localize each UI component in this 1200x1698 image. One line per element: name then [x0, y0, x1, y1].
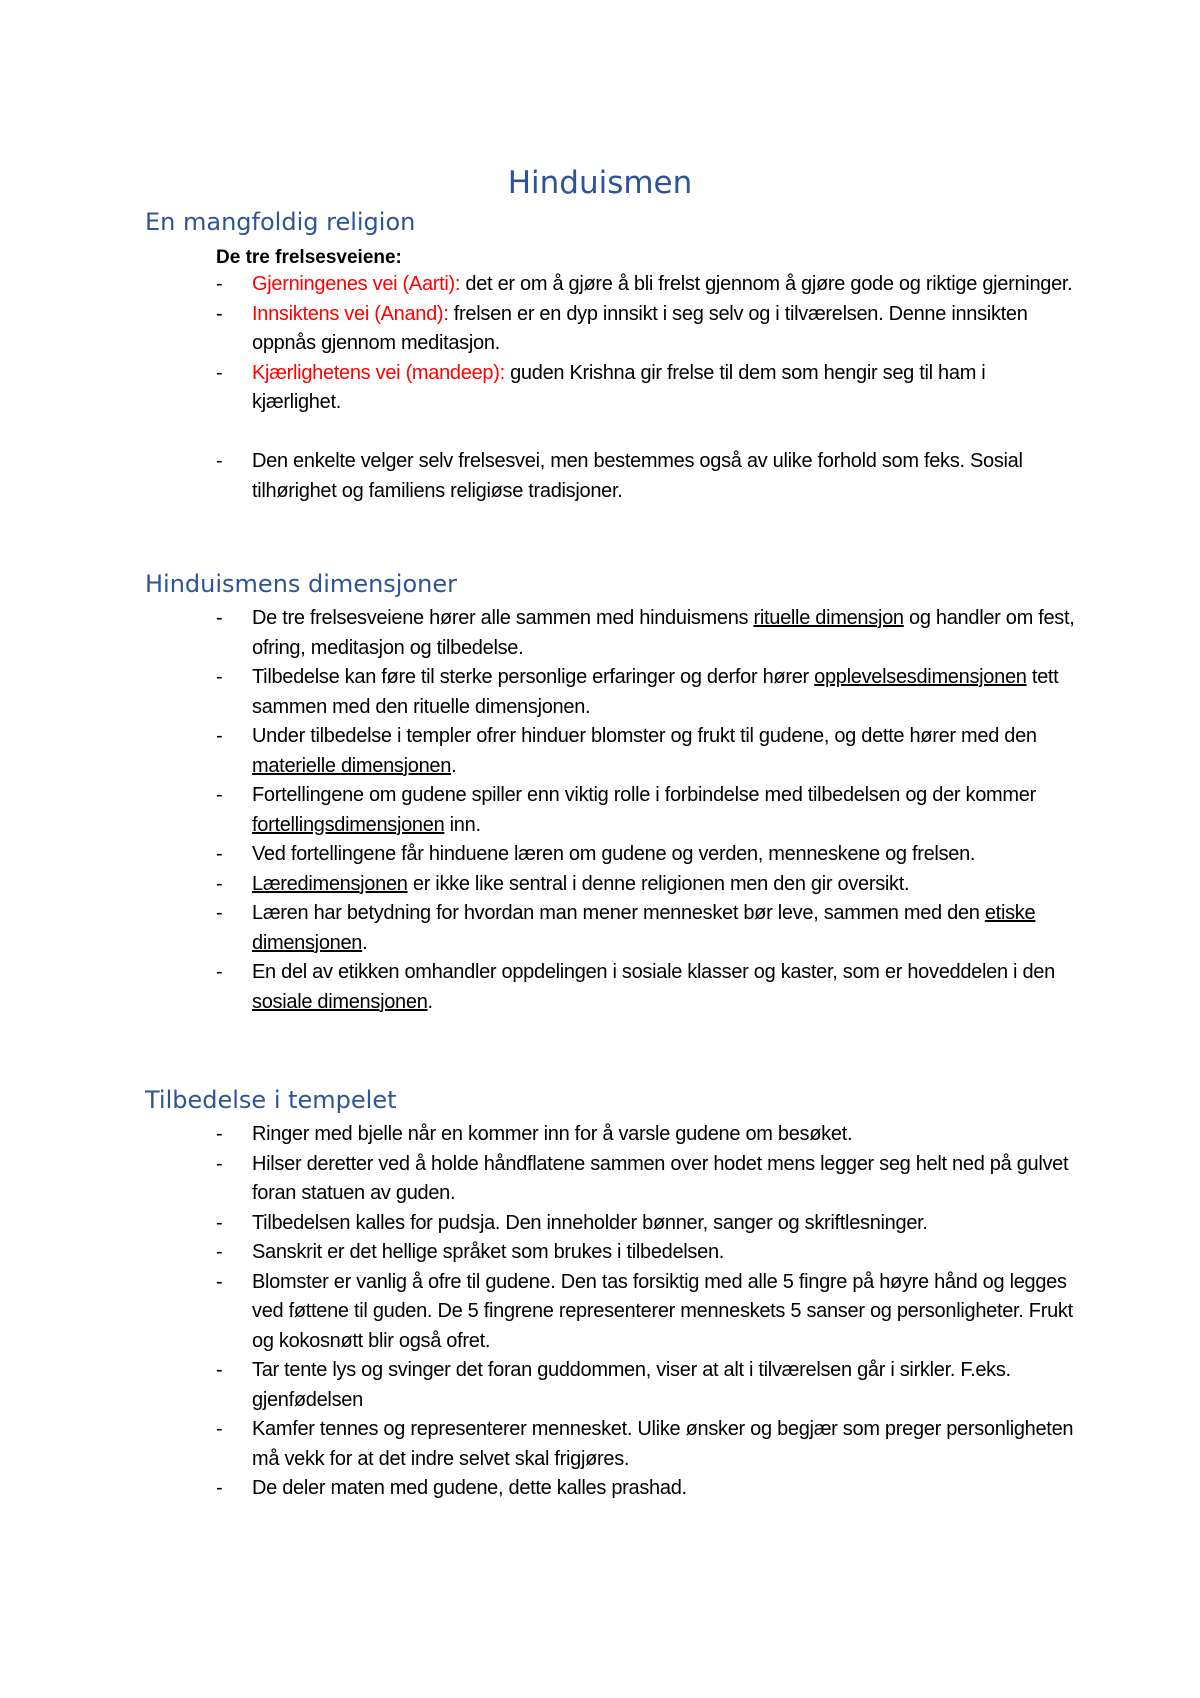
bullet-dash: - [216, 666, 223, 688]
item-text: Hilser deretter ved å holde håndflatene sammen over hodet mens legger seg helt ned på gulvet foran statuen av guden. [252, 1152, 1069, 1204]
item-text: tett sammen med den rituelle dimensjonen. [252, 666, 1059, 718]
item-text: . [451, 754, 457, 777]
bullet-dash: - [216, 843, 223, 865]
term-label: Gjerningenes vei (Aarti): [252, 273, 461, 295]
dimension-term: materielle dimensjonen [252, 754, 452, 777]
list-item [216, 1209, 1076, 1239]
list-item [216, 270, 1076, 300]
bullet-dash: - [216, 872, 223, 895]
bullet-dash: - [216, 607, 223, 629]
bullet-dash: - [216, 302, 223, 325]
bullet-dash: - [216, 784, 223, 806]
bullet-dash: - [216, 1152, 223, 1175]
bullet-dash: - [216, 1241, 223, 1263]
item-text: Tilbedelsen kalles for pudsja. Den inneholder bønner, sanger og skriftlesninger. [252, 1211, 928, 1234]
list-item [216, 899, 1076, 958]
item-text: Tar tente lys og svinger det foran guddommen, viser at alt i tilværelsen går i sirkler. F.eks. gjenfødelsen [252, 1359, 1011, 1411]
item-text: Ved fortellingene får hinduene læren om gudene og verden, menneskene og frelsen. [252, 843, 976, 865]
term-label: Kjærlighetens vei (mandeep): [252, 361, 505, 384]
document-title: Hinduismen [507, 165, 693, 201]
item-text: . [427, 990, 433, 1013]
bullet-dash: - [216, 273, 223, 295]
subheading-frelsesveiene: De tre frelsesveiene: [216, 247, 402, 268]
dimension-term: opplevelsesdimensjonen [814, 666, 1027, 688]
bullet-dash: - [216, 902, 223, 924]
item-text: Den enkelte velger selv frelsesvei, men bestemmes også av ulike forhold som feks. Sosial tilhørighet og familiens religiøse tradisjoner. [252, 450, 1023, 502]
item-text: Under tilbedelse i templer ofrer hinduer blomster og frukt til gudene, og dette hører med den [252, 725, 1037, 747]
list-item [216, 604, 1076, 663]
bullet-dash: - [216, 450, 223, 472]
bullet-dash: - [216, 1211, 223, 1234]
bullet-dash: - [216, 725, 223, 747]
item-text: Læren har betydning for hvordan man mener mennesket bør leve, sammen med den [252, 902, 985, 924]
list-item [216, 781, 1076, 840]
list-item [216, 958, 1076, 1017]
section-heading-dimensjoner: Hinduismens dimensjoner [145, 570, 457, 598]
bullet-dash: - [216, 361, 223, 384]
item-text: Tilbedelse kan føre til sterke personlige erfaringer og derfor hører [252, 666, 815, 688]
dimension-term: sosiale dimensjonen [252, 990, 428, 1013]
bullet-dash: - [216, 961, 223, 983]
list-item [216, 1120, 1076, 1150]
list-item [216, 722, 1076, 781]
bullet-dash: - [216, 1123, 223, 1145]
item-text: guden Krishna gir frelse til dem som hengir seg til ham i kjærlighet. [252, 361, 986, 413]
item-text: Fortellingene om gudene spiller enn viktig rolle i forbindelse med tilbedelsen og der kommer [252, 784, 1036, 806]
item-text: inn. [444, 813, 481, 836]
item-text: En del av etikken omhandler oppdelingen i sosiale klasser og kaster, som er hoveddelen i den [252, 961, 1055, 983]
item-text: det er om å gjøre å bli frelst gjennom å gjøre gode og riktige gjerninger. [460, 273, 1073, 295]
list-item [216, 1356, 1076, 1415]
bullet-dash: - [216, 1270, 223, 1293]
list-item [216, 447, 1076, 506]
dimension-term: Læredimensjonen [252, 872, 408, 895]
list-item [216, 1150, 1076, 1209]
item-text: De tre frelsesveiene hører alle sammen med hinduismens [252, 607, 754, 629]
item-text: frelsen er en dyp innsikt i seg selv og i tilværelsen. Denne innsikten oppnås gjennom meditasjon. [252, 302, 1028, 354]
item-text: De deler maten med gudene, dette kalles prashad. [252, 1477, 687, 1499]
dimensjoner-list [216, 604, 1076, 1017]
dimension-term: fortellingsdimensjonen [252, 813, 445, 836]
dimension-term: etiske dimensjonen [252, 902, 1036, 954]
item-text: Sanskrit er det hellige språket som brukes i tilbedelsen. [252, 1241, 725, 1263]
list-item [216, 870, 1076, 900]
bullet-dash: - [216, 1418, 223, 1440]
bullet-dash: - [216, 1477, 223, 1499]
term-label: Innsiktens vei (Anand): [252, 302, 449, 325]
item-text: Kamfer tennes og representerer mennesket. Ulike ønsker og begjær som preger personligheten må vekk for at det indre selvet skal frigjøres. [252, 1418, 1074, 1470]
list-item [216, 1474, 1076, 1504]
list-item [216, 663, 1076, 722]
dimension-term: rituelle dimensjon [753, 607, 904, 629]
frelsesveier-list [216, 270, 1076, 506]
list-item [216, 300, 1076, 359]
item-text: og handler om fest, ofring, meditasjon og tilbedelse. [252, 607, 1075, 659]
list-item [216, 840, 1076, 870]
list-item [216, 1238, 1076, 1268]
item-text: Ringer med bjelle når en kommer inn for å varsle gudene om besøket. [252, 1123, 853, 1145]
bullet-dash: - [216, 1359, 223, 1381]
section-heading-mangfoldig-religion: En mangfoldig religion [145, 208, 416, 236]
list-item [216, 1268, 1076, 1357]
item-text: . [362, 931, 368, 954]
section-heading-tilbedelse: Tilbedelse i tempelet [145, 1086, 397, 1114]
tilbedelse-list [216, 1120, 1076, 1504]
item-text: er ikke like sentral i denne religionen men den gir oversikt. [407, 872, 910, 895]
list-item [216, 359, 1076, 418]
item-text: Blomster er vanlig å ofre til gudene. Den tas forsiktig med alle 5 fingre på høyre hånd og legges ved føttene til guden. De 5 fingrene representerer menneskets 5 sanser og personligheter. Frukt og kokosnøtt blir også ofret. [252, 1270, 1073, 1352]
list-item [216, 1415, 1076, 1474]
